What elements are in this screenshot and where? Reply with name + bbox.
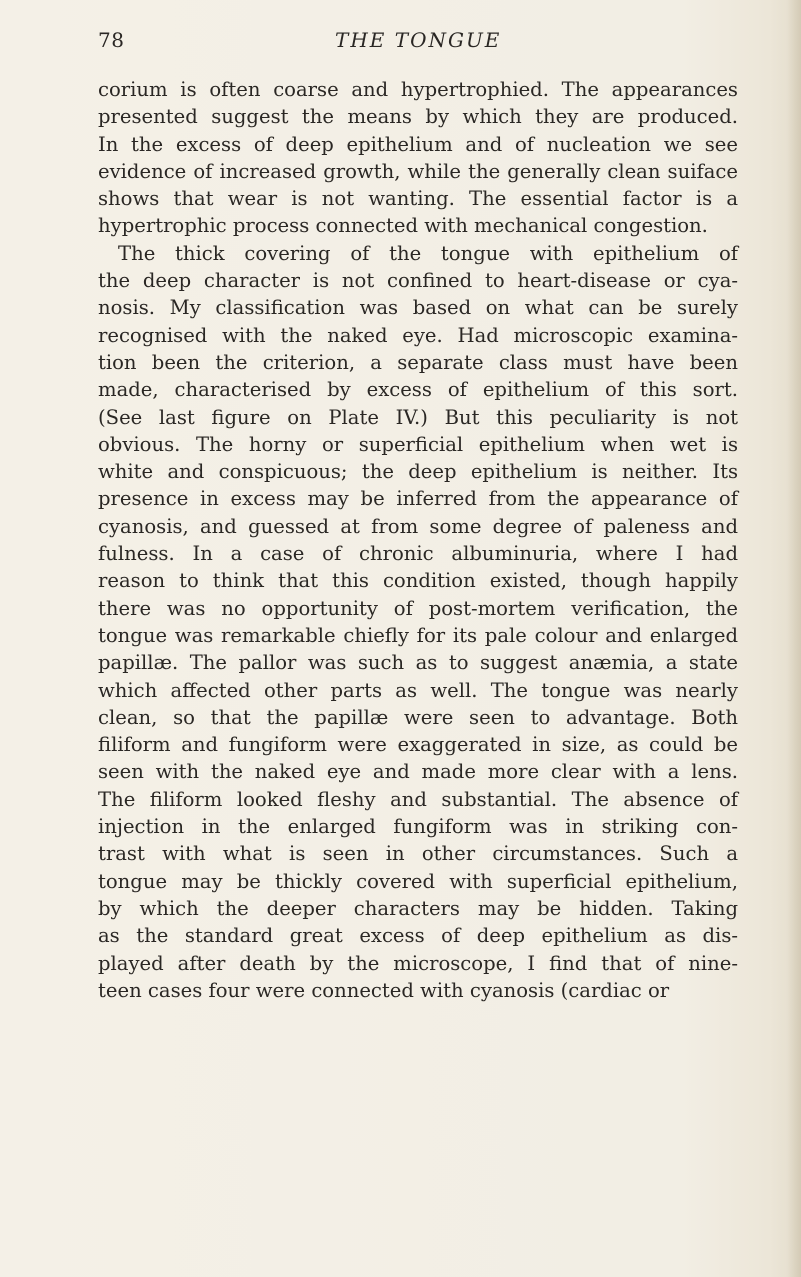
text-line: evidence of increased growth, while the generally clean suiface (98, 159, 738, 183)
text-line: clean, so that the papillæ were seen to advantage. Both (98, 705, 738, 729)
text-line: The filiform looked fleshy and substantial. The absence of (98, 787, 738, 811)
text-line: In the excess of deep epithelium and of nucleation we see (98, 132, 738, 156)
text-line: cyanosis, and guessed at from some degree of paleness and (98, 514, 738, 538)
text-line: trast with what is seen in other circumstances. Such a (98, 842, 738, 866)
running-title: THE TONGUE (335, 28, 502, 52)
text-line: papillæ. The pallor was such as to suggest anæmia, a state (98, 651, 738, 675)
text-line: (See last figure on Plate IV.) But this peculiarity is not (98, 405, 738, 429)
text-line: seen with the naked eye and made more clear with a lens. (98, 760, 738, 784)
page-number: 78 (98, 28, 125, 52)
text-line: obvious. The horny or superficial epithelium when wet is (98, 432, 738, 456)
text-line: made, characterised by excess of epithelium of this sort. (98, 378, 738, 402)
text-line: nosis. My classification was based on what can be surely (98, 296, 738, 320)
text-line: white and conspicuous; the deep epithelium is neither. Its (98, 460, 738, 484)
body-text (98, 76, 738, 1004)
text-line: the deep character is not confined to heart-disease or cya- (98, 269, 738, 293)
text-line: by which the deeper characters may be hidden. Taking (98, 896, 738, 920)
text-line: teen cases four were connected with cyanosis (cardiac or (98, 978, 670, 1002)
text-line: tongue was remarkable chiefly for its pale colour and enlarged (98, 623, 738, 647)
text-line: presented suggest the means by which they are produced. (98, 105, 738, 129)
text-line: as the standard great excess of deep epithelium as dis- (98, 924, 738, 948)
text-line: tongue may be thickly covered with superficial epithelium, (98, 869, 738, 893)
page-edge-shadow (787, 0, 801, 1277)
text-line: fulness. In a case of chronic albuminuria, where I had (98, 542, 738, 566)
text-line: injection in the enlarged fungiform was in striking con- (98, 815, 738, 839)
text-line: reason to think that this condition existed, though happily (98, 569, 738, 593)
running-head (98, 28, 718, 58)
text-line: hypertrophic process connected with mechanical congestion. (98, 214, 708, 238)
text-line: shows that wear is not wanting. The essential factor is a (98, 187, 738, 211)
text-line: tion been the criterion, a separate class must have been (98, 350, 738, 374)
text-line: presence in excess may be inferred from the appearance of (98, 487, 738, 511)
text-line: there was no opportunity of post-mortem verification, the (98, 596, 738, 620)
text-line: The thick covering of the tongue with epithelium of (118, 241, 738, 265)
text-line: recognised with the naked eye. Had microscopic examina- (98, 323, 738, 347)
text-line: corium is often coarse and hypertrophied. The appearances (98, 78, 738, 101)
text-line: which affected other parts as well. The tongue was nearly (98, 678, 738, 702)
text-line: played after death by the microscope, I find that of nine- (98, 951, 738, 975)
text-line: filiform and fungiform were exaggerated in size, as could be (98, 733, 738, 757)
